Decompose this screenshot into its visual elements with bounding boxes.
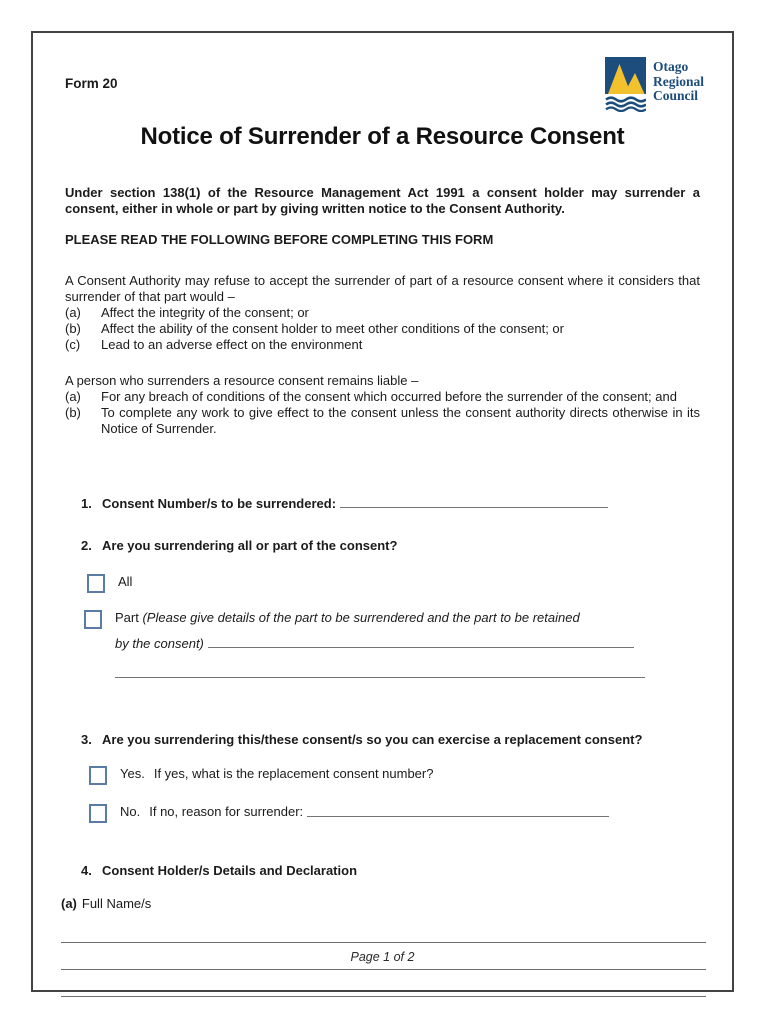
part-detail-italic-1: (Please give details of the part to be surrendered and the part to be retained [142, 610, 580, 625]
option-all-label: All [118, 574, 133, 589]
liable-item-b [65, 405, 700, 437]
refuse-item-c [65, 337, 700, 353]
question-2 [65, 538, 700, 554]
list-label: (a) [65, 389, 81, 404]
question-4 [65, 863, 700, 879]
logo-text-line: Council [652, 88, 698, 103]
checkbox-all[interactable] [87, 574, 105, 593]
part-details-field-line2[interactable] [115, 665, 645, 678]
liable-item-a [65, 389, 700, 405]
option-part-content [115, 610, 645, 682]
form-page [31, 31, 734, 992]
question-number: 2. [81, 538, 92, 553]
question-3-label: Are you surrendering this/these consent/s so you can exercise a replacement consent? [102, 732, 643, 747]
refuse-lead-paragraph: A Consent Authority may refuse to accept the surrender of part of a resource consent where it considers that surrender of that part would – [65, 273, 700, 304]
part-detail-italic-2: by the consent) [115, 636, 204, 651]
list-text: Affect the integrity of the consent; or [101, 305, 309, 320]
full-name-field-line1[interactable] [61, 941, 706, 943]
option-part-line3 [115, 665, 645, 682]
orc-logo [605, 57, 704, 112]
option-no-text: If no, reason for surrender: [149, 804, 304, 819]
logo-text-line: Regional [652, 73, 704, 89]
question-number: 1. [81, 496, 92, 511]
option-yes-label: Yes. [120, 766, 145, 781]
read-before-heading: PLEASE READ THE FOLLOWING BEFORE COMPLETING THIS FORM [65, 232, 494, 247]
refuse-item-a [65, 305, 700, 321]
refuse-item-b [65, 321, 700, 337]
question-2-label: Are you surrendering all or part of the consent? [102, 538, 398, 553]
list-text: Affect the ability of the consent holder to meet other conditions of the consent; or [101, 321, 564, 336]
list-label: (c) [65, 337, 81, 352]
full-name-field-line2[interactable] [61, 968, 706, 970]
option-yes-text: If yes, what is the replacement consent number? [153, 766, 434, 781]
checkbox-no[interactable] [89, 804, 107, 823]
option-row-no [65, 804, 700, 823]
list-label: (a) [65, 305, 81, 320]
page-title: Notice of Surrender of a Resource Consent [140, 123, 625, 150]
list-text: For any breach of conditions of the consent which occurred before the surrender of the consent; and [101, 389, 677, 404]
checkbox-yes[interactable] [89, 766, 107, 785]
option-part-line1 [115, 610, 645, 626]
question-number: 4. [81, 863, 92, 878]
list-label: (b) [65, 405, 81, 420]
full-names-label: Full Name/s [81, 896, 152, 911]
orc-logo-mark-icon [605, 57, 646, 112]
question-3 [65, 732, 700, 748]
part-details-field-line1[interactable] [208, 635, 634, 648]
logo-org-name [653, 57, 704, 104]
consent-number-field[interactable] [340, 495, 608, 508]
option-row-part [65, 610, 700, 682]
option-part-label: Part [115, 610, 139, 625]
page-number: Page 1 of 2 [350, 950, 415, 964]
question-4-label: Consent Holder/s Details and Declaration [102, 863, 358, 878]
checkbox-part[interactable] [84, 610, 102, 629]
logo-text-line: Otago [652, 59, 689, 74]
full-name-field-line3[interactable] [61, 995, 706, 997]
intro-notice: Under section 138(1) of the Resource Management Act 1991 a consent holder may surrender a consent, either in whole or part by giving written notice to the Consent Authority. [65, 185, 700, 216]
surrender-reason-field[interactable] [307, 804, 609, 817]
list-text: Lead to an adverse effect on the environment [101, 337, 363, 352]
question-1 [65, 495, 700, 512]
list-label: (b) [65, 321, 81, 336]
question-number: 3. [81, 732, 92, 747]
form-number: Form 20 [65, 76, 118, 91]
option-row-all [65, 574, 700, 593]
option-part-line2 [115, 635, 645, 652]
full-names-row [61, 896, 700, 911]
sub-item-label: (a) [61, 896, 77, 911]
question-1-label: Consent Number/s to be surrendered: [102, 496, 337, 511]
liable-lead-paragraph: A person who surrenders a resource consent remains liable – [65, 373, 419, 388]
option-row-yes [65, 766, 700, 785]
option-no-label: No. [120, 804, 141, 819]
list-text: To complete any work to give effect to the consent unless the consent authority directs otherwise in its Notice of Surrender. [101, 405, 700, 436]
